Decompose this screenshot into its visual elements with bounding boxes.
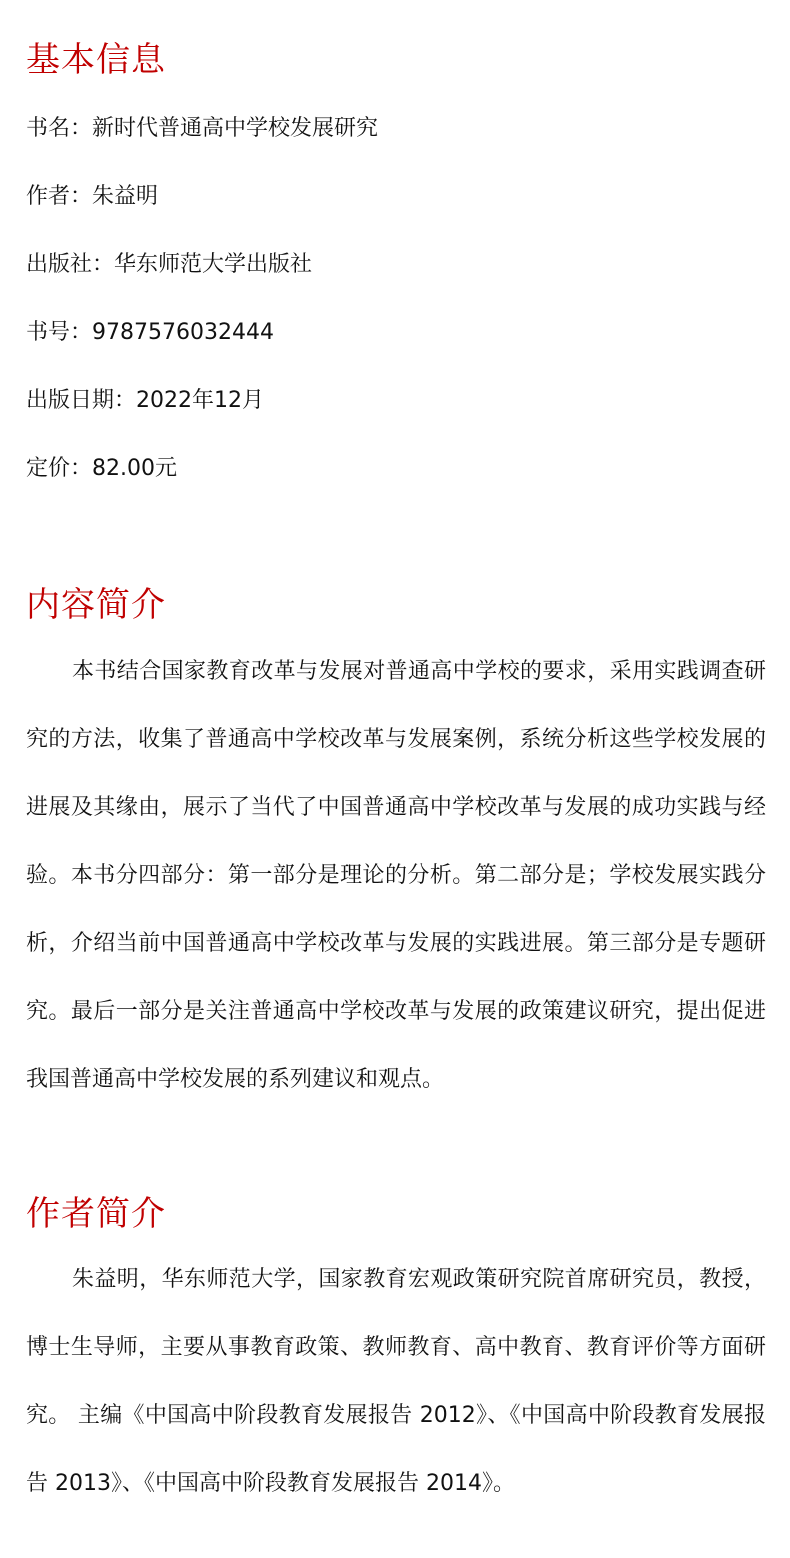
info-value: 朱益明 [92,184,159,209]
author-intro-heading: 作者简介 [26,1194,166,1234]
info-row-price [26,450,378,518]
content-intro-paragraph: 本书结合国家教育改革与发展对普通高中学校的要求，采用实践调查研究的方法，收集了普通高中学校改革与发展案例，系统分析这些学校发展的进展及其缘由，展示了当代了中国普通高中学校改革与发展的成功实践与经验。本书分四部分：第一部分是理论的分析。第二部分是；学校发展实践分析，介绍当前中国普通高中学校改革与发展的实践进展。第三部分是专题研究。最后一部分是关注普通高中学校改革与发展的政策建议研究，提出促进我国普通高中学校发展的系列建议和观点。 [26,659,766,1092]
info-value: 华东师范大学出版社 [114,252,313,277]
info-value: 82.00元 [92,456,177,481]
info-value: 2022年12月 [136,388,264,413]
info-row-isbn [26,314,378,382]
info-value: 新时代普通高中学校发展研究 [92,116,379,141]
info-label: 书号： [26,320,93,345]
info-label: 作者： [26,184,93,209]
basic-info-heading: 基本信息 [26,40,166,80]
info-label: 出版社： [26,252,115,277]
info-row-publisher [26,246,378,314]
author-intro-paragraph: 朱益明，华东师范大学，国家教育宏观政策研究院首席研究员，教授，博士生导师，主要从事教育政策、教师教育、高中教育、教育评价等方面研究。 主编《中国高中阶段教育发展报告 2012》、《中国高中阶段教育发展报告 2013》、《中国高中阶段教育发展报告 2014》。 [26,1267,766,1496]
content-intro-heading: 内容简介 [26,585,166,625]
basic-info-list [26,110,378,518]
info-row-publish-date [26,382,378,450]
info-value: 9787576032444 [92,320,274,345]
info-row-book-title [26,110,378,178]
info-label: 定价： [26,456,93,481]
info-label: 出版日期： [26,388,137,413]
info-label: 书名： [26,116,93,141]
info-row-author [26,178,378,246]
